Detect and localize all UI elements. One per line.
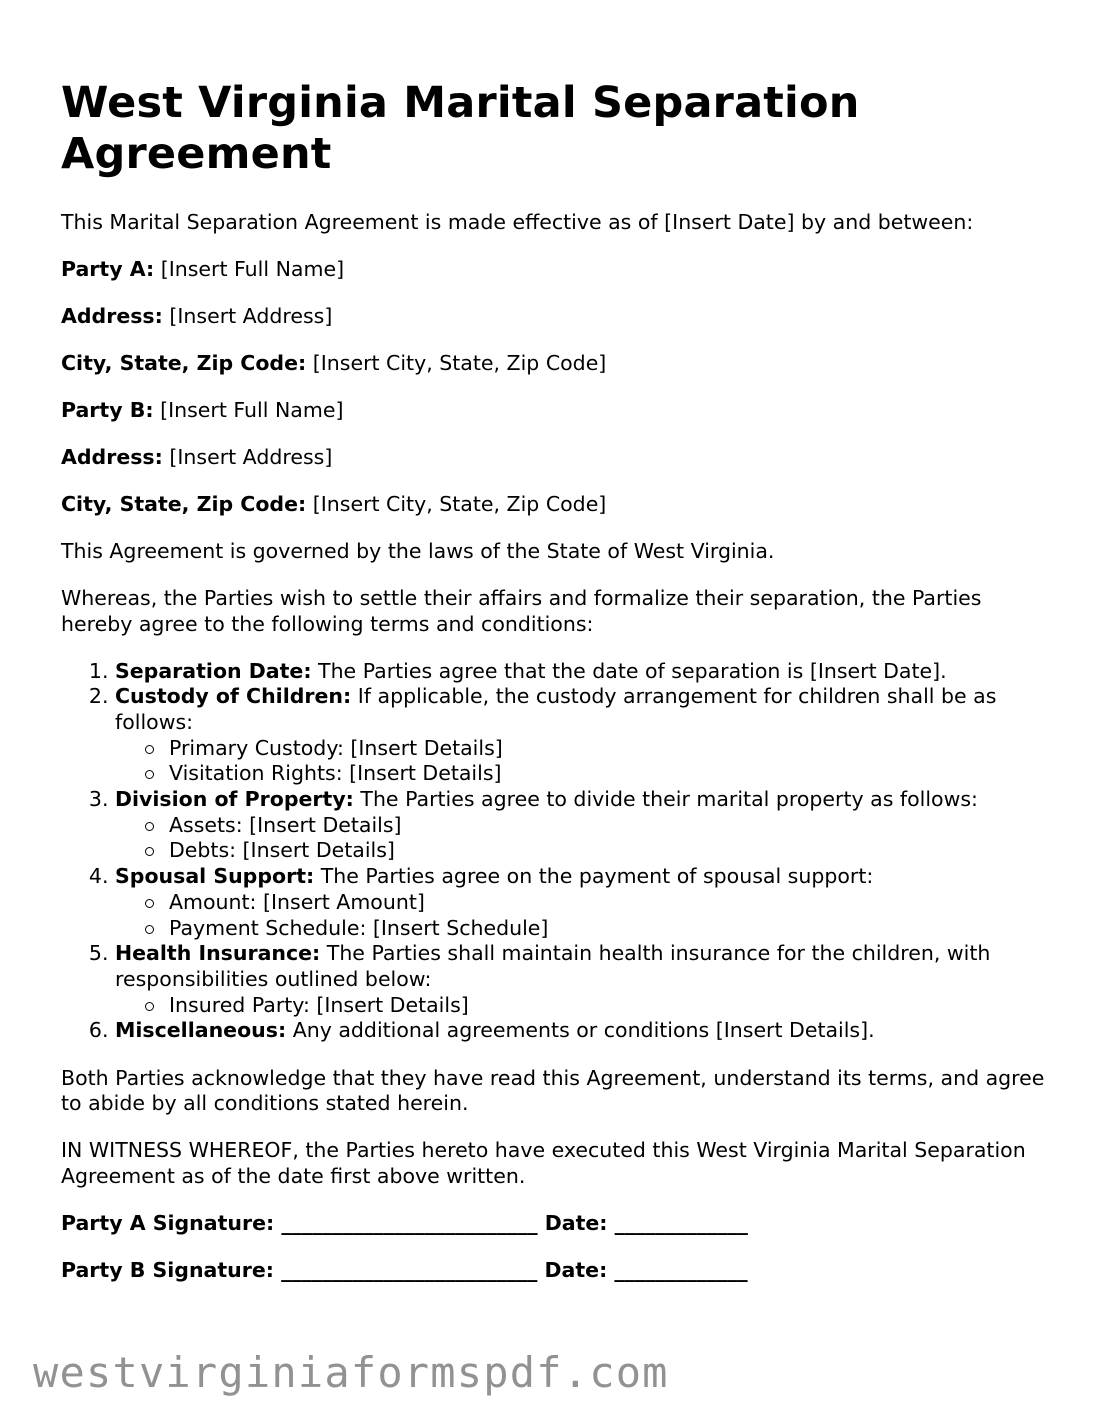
field-value: [Insert Full Name] bbox=[160, 257, 345, 281]
field-label: Address: bbox=[61, 445, 163, 469]
witness-paragraph: IN WITNESS WHEREOF, the Parties hereto have executed this West Virginia Marital Separation Agreement as of the date first above written. bbox=[61, 1138, 1026, 1188]
term-label: Separation Date: bbox=[115, 658, 312, 683]
term-subitem: Insured Party: [Insert Details] bbox=[145, 993, 1051, 1019]
field-value: [Insert Address] bbox=[169, 304, 333, 328]
field-value: [Insert City, State, Zip Code] bbox=[312, 351, 607, 375]
signature-label: Party B Signature: bbox=[61, 1257, 274, 1282]
document-page bbox=[61, 78, 1051, 1305]
term-text: The Parties agree on the payment of spousal support: bbox=[320, 864, 874, 889]
party-a-name bbox=[61, 257, 1051, 283]
field-label: Address: bbox=[61, 304, 163, 328]
party-details bbox=[61, 257, 1051, 518]
whereas-paragraph: Whereas, the Parties wish to settle their affairs and formalize their separation, the Parties hereby agree to the following terms and conditions: bbox=[61, 586, 982, 636]
party-a-city-state-zip bbox=[61, 351, 1051, 377]
term-label: Health Insurance: bbox=[115, 941, 321, 966]
field-value: [Insert City, State, Zip Code] bbox=[312, 492, 607, 516]
term-text: If applicable, the custody arrangement for children shall be as follows: bbox=[115, 684, 997, 734]
term-label: Miscellaneous: bbox=[115, 1018, 287, 1043]
term-subitem: Debts: [Insert Details] bbox=[145, 838, 1051, 864]
term-text: The Parties agree to divide their marital property as follows: bbox=[360, 787, 978, 812]
signature-blank: _________________________ bbox=[281, 1257, 538, 1282]
term-sublist bbox=[115, 993, 1051, 1019]
party-b-address bbox=[61, 445, 1051, 471]
term-item bbox=[115, 684, 1051, 787]
term-item bbox=[115, 1018, 1051, 1044]
intro-paragraph: This Marital Separation Agreement is made effective as of [Insert Date] by and between: bbox=[61, 210, 974, 234]
signature-label: Party A Signature: bbox=[61, 1210, 275, 1235]
party-a-signature-line bbox=[61, 1211, 1051, 1237]
party-b-signature-line bbox=[61, 1258, 1051, 1284]
governing-law-paragraph: This Agreement is governed by the laws of the State of West Virginia. bbox=[61, 539, 775, 563]
term-label: Custody of Children: bbox=[115, 684, 352, 709]
party-b-city-state-zip bbox=[61, 492, 1051, 518]
term-subitem: Primary Custody: [Insert Details] bbox=[145, 736, 1051, 762]
document-title: West Virginia Marital Separation Agreement bbox=[61, 78, 860, 179]
field-label: City, State, Zip Code: bbox=[61, 492, 307, 516]
term-label: Division of Property: bbox=[115, 787, 354, 812]
term-item bbox=[115, 659, 1051, 685]
term-sublist bbox=[115, 736, 1051, 787]
acknowledgment-paragraph: Both Parties acknowledge that they have read this Agreement, understand its terms, and agree to abide by all conditions stated herein. bbox=[61, 1065, 1045, 1116]
party-b-name bbox=[61, 398, 1051, 424]
terms-list bbox=[61, 659, 1051, 1045]
field-value: [Insert Full Name] bbox=[160, 398, 344, 422]
date-label: Date: bbox=[544, 1210, 608, 1235]
date-label: Date: bbox=[544, 1257, 608, 1282]
term-label: Spousal Support: bbox=[115, 864, 315, 889]
field-value: [Insert Address] bbox=[169, 445, 333, 469]
term-text: Any additional agreements or conditions [Insert Details]. bbox=[292, 1018, 875, 1043]
website-watermark: westvirginiaformspdf.com bbox=[33, 1348, 669, 1397]
signature-blank: _________________________ bbox=[281, 1210, 538, 1235]
term-sublist bbox=[115, 890, 1051, 941]
field-label: Party B: bbox=[61, 398, 154, 422]
field-label: Party A: bbox=[61, 257, 155, 281]
term-text: The Parties shall maintain health insurance for the children, with responsibilities outlined below: bbox=[115, 941, 991, 991]
term-subitem: Visitation Rights: [Insert Details] bbox=[145, 761, 1051, 787]
term-item bbox=[115, 864, 1051, 941]
term-text: The Parties agree that the date of separation is [Insert Date]. bbox=[318, 658, 947, 683]
term-sublist bbox=[115, 813, 1051, 864]
term-item bbox=[115, 941, 1051, 1018]
term-subitem: Assets: [Insert Details] bbox=[145, 813, 1051, 839]
date-blank: _____________ bbox=[614, 1257, 748, 1282]
date-blank: _____________ bbox=[614, 1210, 748, 1235]
term-item bbox=[115, 787, 1051, 864]
field-label: City, State, Zip Code: bbox=[61, 351, 307, 375]
term-subitem: Amount: [Insert Amount] bbox=[145, 890, 1051, 916]
term-subitem: Payment Schedule: [Insert Schedule] bbox=[145, 916, 1051, 942]
party-a-address bbox=[61, 304, 1051, 330]
